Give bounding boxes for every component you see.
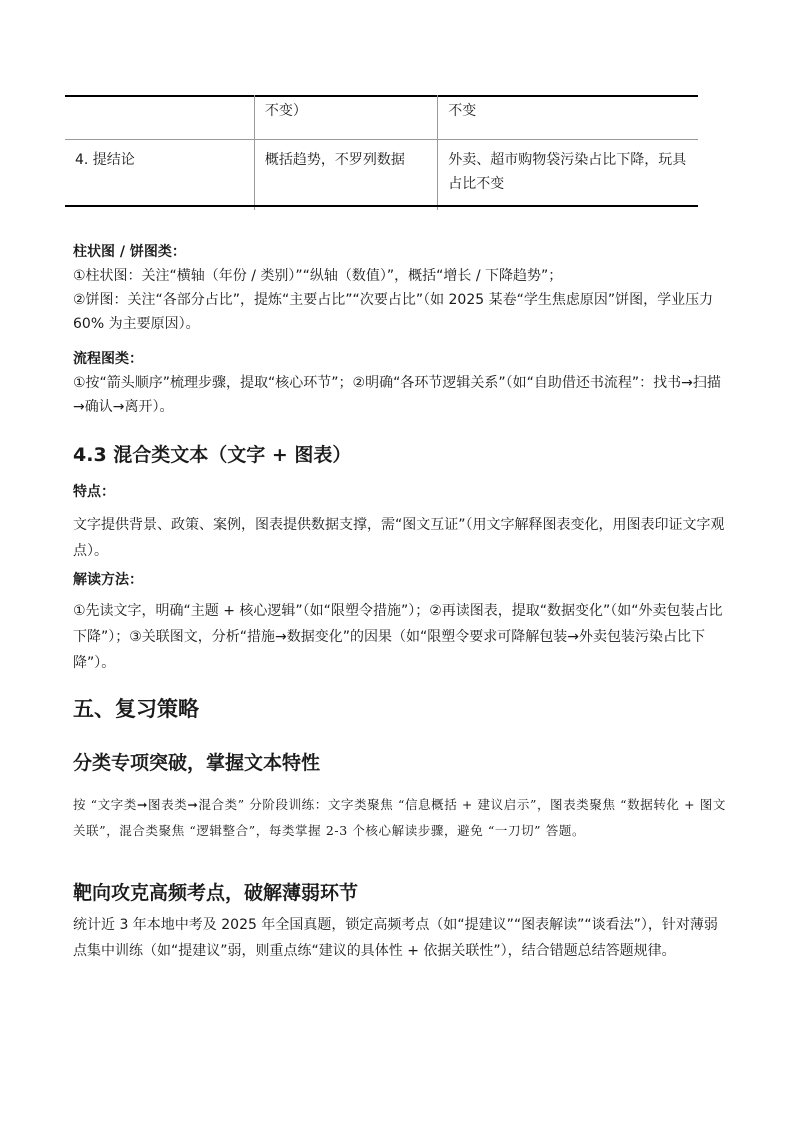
method-label	[73, 568, 728, 592]
table-cell	[65, 95, 254, 140]
flow-text: ①按“箭头顺序”梳理步骤，提取“核心环节”；②明确“各环节逻辑关系”（如“自助借还书流程”：找书→扫描→确认→离开）。	[73, 375, 721, 415]
table-cell: 概括趋势，不罗列数据	[254, 140, 437, 211]
sub2-text: 统计近 3 年本地中考及 2025 年全国真题，锁定高频考点（如“提建议”“图表解读”“谈看法”），针对薄弱点集中训练（如“提建议”弱，则重点练“建议的具体性 + 依据关联性”），结合错题总结答题规律。	[73, 917, 718, 959]
sub1-text: 按 “文字类➞图表类➞混合类” 分阶段训练：文字类聚焦 “信息概括 + 建议启示”，图表类聚焦 “数据转化 + 图文关联”，混合类聚焦 “逻辑整合”，每类掌握 2-3 个核心解读步骤，避免 “一刀切” 答题。	[73, 797, 726, 838]
sub2-heading: 靶向攻克高频考点，破解薄弱环节	[73, 882, 359, 904]
table-cell: 4. 提结论	[75, 152, 135, 168]
flow-label: 流程图类：	[73, 351, 143, 367]
table-cell: 不变	[438, 95, 698, 140]
bar-chart-item: ①柱状图：关注“横轴（年份 / 类别）”“纵轴（数值）”，概括“增长 / 下降趋势”；	[73, 268, 563, 284]
feature-text: 文字提供背景、政策、案例，图表提供数据支撑，需“图文互证”（用文字解释图表变化，用图表印证文字观点）。	[73, 517, 725, 559]
feature-label	[73, 480, 728, 504]
bar-pie-block	[73, 240, 728, 336]
method-text: ①先读文字，明确“主题 + 核心逻辑”（如“限塑令措施”）；②再读图表，提取“数据变化”（如“外卖包装占比下降”）；③关联图文，分析“措施→数据变化”的因果（如“限塑令要求可降解包装→外卖包装污染占比下降”）。	[73, 603, 723, 671]
steps-table	[65, 95, 698, 210]
sub1-heading: 分类专项突破，掌握文本特性	[73, 752, 321, 774]
table-cell: 外卖、超市购物袋污染占比下降，玩具占比不变	[438, 140, 698, 211]
method-label-text: 解读方法：	[73, 572, 143, 588]
feature-label-text: 特点：	[73, 484, 115, 500]
section-4-3-heading: 4.3 混合类文本（文字 + 图表）	[73, 444, 352, 466]
bar-pie-label: 柱状图 / 饼图类：	[73, 244, 186, 260]
section-5-heading: 五、复习策略	[73, 697, 199, 721]
table-bottom-rule	[65, 205, 698, 207]
table-row	[65, 95, 698, 140]
flow-block	[73, 347, 728, 419]
pie-chart-item: ②饼图：关注“各部分占比”，提炼“主要占比”“次要占比”（如 2025 某卷“学生焦虑原因”饼图，学业压力 60% 为主要原因）。	[73, 292, 714, 332]
table-row	[65, 140, 698, 211]
table-cell: 不变）	[254, 95, 437, 140]
